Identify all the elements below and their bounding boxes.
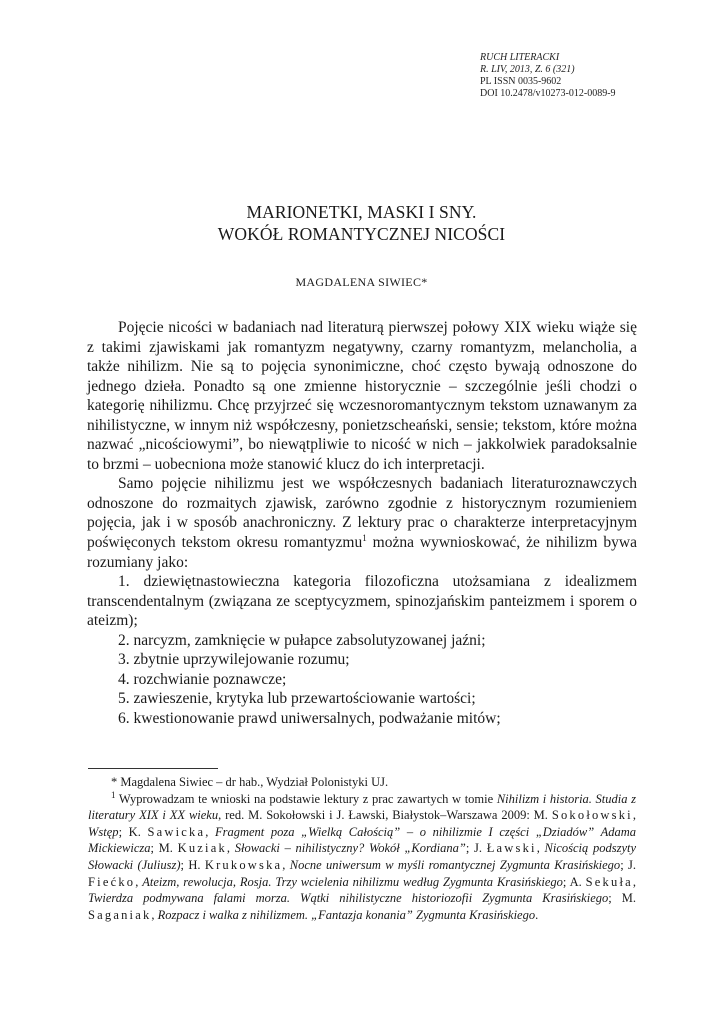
cited-title: Nocne uniwersum w myśli romantycznej Zygmunta Krasińskiego (289, 857, 621, 872)
cited-title: Rozpacz i walka z nihilizmem. „Fantazja konania” Zygmunta Krasińskiego (157, 907, 536, 922)
title-line-1: MARIONETKI, MASKI I SNY. (246, 202, 477, 222)
list-item: 4. rozchwianie poznawcze; (118, 670, 287, 688)
cited-title: Nicością podszyty Słowacki (Juliusz) (88, 841, 637, 872)
cited-author: Ławski (486, 841, 537, 856)
footnote-1: $^1$ Wyprowadzam te wnioski na podstawie lektury z prac zawartych w tomie Nihilizm i historia. Studia z literatury XIX i XX wieku, red. M. Sokołowski i J. Ławski, Białystok–Warszawa 2009: M. Sokołowski, Wstęp; K. Sawicka, Fragment poza „Wielką Całością” – o nihilizmie I części „Dziadów” Adama Mickiewicza; M. Kuziak, Słowacki – nihilistyczny? Wokół „Kordiana”; J. Ławski, Nicością podszyty Słowacki (Juliusz); H. Krukowska, Nocne uniwersum w myśli romantycznej Zygmunta Krasińskiego; J. Fiećko, Ateizm, rewolucja, Rosja. Trzy wcielenia nihilizmu według Zygmunta Krasińskiego; A. Sekuła, Twierdza podmywana falami morza. Wątki nihilistyczne historiozofii Zygmunta Krasińskiego; M. Saganiak, Rozpacz i walka z nihilizmem. „Fantazja konania” Zygmunta Krasińskiego. (88, 789, 637, 922)
cited-author: Krukowska (204, 857, 283, 872)
article-body (87, 318, 637, 728)
paragraph-2-text-b: można wywnioskować, że nihilizm bywa rozumiany jako: (87, 534, 637, 571)
footnote-divider (88, 768, 218, 769)
journal-volume: R. LIV, 2013, Z. 6 (321) (480, 64, 575, 75)
list-item: 2. narcyzm, zamknięcie w pułapce zabsolutyzowanej jaźni; (118, 631, 486, 649)
cited-author: Kuziak (177, 841, 227, 856)
article-title (0, 201, 723, 245)
cited-author: Sokołowski (551, 808, 633, 823)
paragraph-2-text-a: Samo pojęcie nihilizmu jest we współczesnych badaniach literaturoznawczych odnoszone do rozmaitych zjawisk, zarówno zgodnie z historycznym rozumieniem pojęcia, jak i w sposób anachroniczny. Z lektury prac o charakterze interpretacyjnym poświęconych tekstom okresu romantyzmu (87, 475, 637, 552)
cited-author: Sekuła (585, 874, 633, 889)
list-item: 6. kwestionowanie prawd uniwersalnych, podważanie mitów; (118, 709, 501, 727)
journal-info (480, 52, 616, 100)
journal-name: RUCH LITERACKI (480, 52, 560, 63)
author-footnote: * Magdalena Siwiec – dr hab., Wydział Polonistyki UJ. (111, 775, 389, 789)
cited-title: Fragment poza „Wielką Całością” – o nihilizmie I części „Dziadów” Adama Mickiewicza (88, 824, 636, 856)
cited-title: Ateizm, rewolucja, Rosja. Trzy wcielenia nihilizmu według Zygmunta Krasińskiego (142, 874, 563, 889)
footnotes (88, 774, 636, 923)
footnote-ref-1[interactable]: 1 (362, 532, 367, 543)
list-item: 5. zawieszenie, krytyka lub przewartościowanie wartości; (118, 690, 476, 708)
journal-issn: PL ISSN 0035-9602 (480, 76, 562, 87)
list-item: 1. dziewiętnastowieczna kategoria filozoficzna utożsamiana z idealizmem transcendentalnym (związana ze sceptycyzmem, spinozjańskim panteizmem i sporem o ateizm); (87, 573, 637, 630)
paragraph-2 (87, 474, 637, 572)
author-name: MAGDALENA SIWIEC* (295, 275, 428, 289)
cited-title: Twierdza podmywana falami morza. Wątki nihilistyczne historiozofii Zygmunta Krasińskiego (88, 891, 609, 906)
cited-title: Słowacki – nihilistyczny? Wokół „Kordiana” (234, 841, 466, 856)
journal-doi: DOI 10.2478/v10273-012-0089-9 (480, 88, 616, 99)
cited-author: Saganiak (88, 907, 152, 922)
cited-title: Wstęp (88, 824, 119, 839)
footnote-marker: 1 (111, 789, 116, 800)
cited-author: Sawicka (147, 824, 206, 839)
title-line-2: WOKÓŁ ROMANTYCZNEJ NICOŚCI (217, 224, 506, 244)
paragraph-1: Pojęcie nicości w badaniach nad literaturą pierwszej połowy XIX wieku wiąże się z takimi zjawiskami jak romantyzm negatywny, czarny romantyzm, melancholia, a także nihilizm. Nie są to pojęcia synonimiczne, choć często bywają odnoszone do jednego dzieła. Ponadto są one zmienne historycznie – szczególnie jeśli chodzi o kategorię nihilizmu. Chcę przyjrzeć się wczesnoromantycznym tekstom uznawanym za nihilistyczne, w innym niż współczesny, ponietzscheański, sensie; tekstom, które można nazwać „nicościowymi”, bo niewątpliwie to nicość w nich – jakkolwiek paradoksalnie to brzmi – uobecniona może stanowić klucz do ich interpretacji. (87, 319, 637, 473)
volume-title: Nihilizm i historia. Studia z literatury XIX i XX wieku (88, 791, 636, 823)
cited-author: Fiećko (88, 874, 136, 889)
list-item: 3. zbytnie uprzywilejowanie rozumu; (118, 651, 350, 669)
